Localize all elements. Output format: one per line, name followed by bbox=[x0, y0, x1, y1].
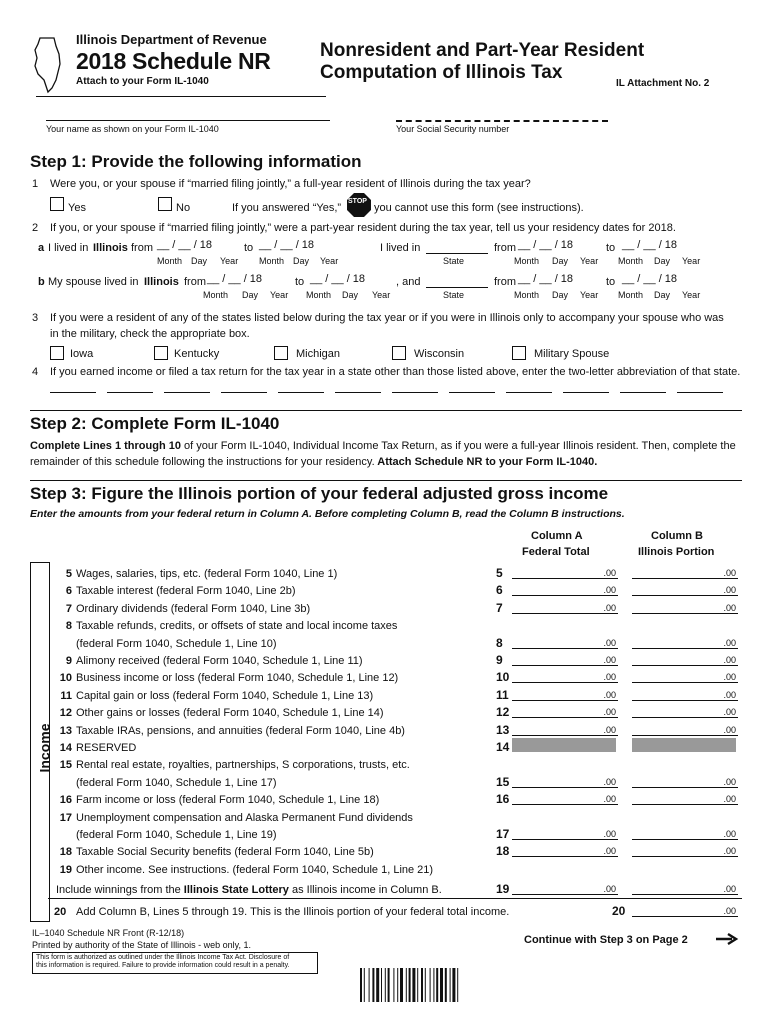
main-title-line1: Nonresident and Part-Year Resident bbox=[320, 40, 645, 61]
line-number: 13 bbox=[59, 724, 72, 737]
line19-ref: 19 bbox=[496, 882, 510, 896]
line-b-illinois: Illinois bbox=[144, 276, 179, 288]
q3-number: 3 bbox=[32, 312, 39, 324]
line-number: 7 bbox=[65, 602, 72, 615]
line-description: Business income or loss (federal Form 1040, Schedule 1, Line 12) bbox=[76, 672, 399, 685]
line-number: 5 bbox=[65, 568, 72, 580]
line-b-month2: Month bbox=[306, 290, 332, 300]
column-b-header: Column B bbox=[651, 530, 703, 542]
state-abbreviation-field[interactable] bbox=[620, 392, 666, 393]
line-12-col-b[interactable]: .00 bbox=[632, 703, 738, 718]
line-18-col-a[interactable]: .00 bbox=[512, 842, 618, 857]
line20-number: 20 bbox=[54, 906, 67, 918]
q2-number: 2 bbox=[32, 222, 39, 234]
footer-printed-by: Printed by authority of the State of Illinois - web only, 1. bbox=[32, 940, 251, 950]
line-11-col-b[interactable]: .00 bbox=[632, 686, 738, 701]
step2-title: Step 2: Complete Form IL-1040 bbox=[30, 414, 280, 433]
state-abbreviation-field[interactable] bbox=[506, 392, 552, 393]
line-description: (federal Form 1040, Schedule 1, Line 19) bbox=[76, 829, 277, 841]
line-description: RESERVED bbox=[76, 742, 137, 754]
line-b-month: Month bbox=[203, 290, 229, 300]
reserved-shaded-field bbox=[512, 738, 616, 752]
line-a-date-from[interactable]: __ / __ / 18 bbox=[157, 239, 213, 251]
line-ref: 12 bbox=[496, 705, 510, 720]
line-15-col-b[interactable]: .00 bbox=[632, 773, 738, 788]
state-abbreviation-field[interactable] bbox=[50, 392, 96, 393]
line-8-col-b[interactable]: .00 bbox=[632, 634, 738, 649]
line-6-col-a[interactable]: .00 bbox=[512, 581, 618, 596]
state-abbreviation-field[interactable] bbox=[164, 392, 210, 393]
line-a-state-input[interactable] bbox=[426, 253, 488, 254]
line-description: Alimony received (federal Form 1040, Schedule 1, Line 11) bbox=[76, 655, 363, 667]
line-a-day: Day bbox=[191, 256, 208, 266]
name-label: Your name as shown on your Form IL-1040 bbox=[46, 124, 219, 134]
line-16-col-b[interactable]: .00 bbox=[632, 790, 738, 805]
line-a-month3: Month bbox=[514, 256, 540, 266]
department-name: Illinois Department of Revenue bbox=[76, 32, 267, 47]
line-a-year2: Year bbox=[320, 256, 339, 266]
line-b-text: My spouse lived in bbox=[48, 276, 139, 288]
line-description: Capital gain or loss (federal Form 1040, Schedule 1, Line 13) bbox=[76, 689, 374, 702]
michigan-checkbox[interactable] bbox=[274, 346, 288, 360]
form-title: 2018 Schedule NR bbox=[76, 48, 271, 74]
line-description: Wages, salaries, tips, etc. (federal Form 1040, Line 1) bbox=[76, 568, 338, 580]
barcode-icon bbox=[360, 968, 498, 1002]
line-a-from2: from bbox=[494, 242, 516, 254]
line-number: 18 bbox=[59, 846, 72, 859]
line-ref: 10 bbox=[496, 670, 510, 685]
iowa-checkbox[interactable] bbox=[50, 346, 64, 360]
line-a-text: I lived in bbox=[48, 242, 89, 254]
line-15-col-a[interactable]: .00 bbox=[512, 773, 618, 788]
line-number: 11 bbox=[60, 689, 72, 702]
line-b-from2: from bbox=[494, 276, 516, 288]
line-10-col-a[interactable]: .00 bbox=[512, 668, 618, 683]
state-abbreviation-field[interactable] bbox=[278, 392, 324, 393]
ssn-input[interactable] bbox=[396, 120, 608, 122]
line-7-col-a[interactable]: .00 bbox=[512, 599, 618, 614]
attach-note: Attach to your Form IL-1040 bbox=[76, 76, 209, 87]
state-abbreviation-field[interactable] bbox=[392, 392, 438, 393]
line-a-from: from bbox=[131, 242, 153, 254]
line-a-state-date-from[interactable]: __ / __ / 18 bbox=[518, 239, 574, 251]
state-abbreviation-field[interactable] bbox=[449, 392, 495, 393]
line-b-year3: Year bbox=[580, 290, 599, 300]
line-description: Other income. See instructions. (federal Form 1040, Schedule 1, Line 21) bbox=[76, 863, 434, 876]
line-description: Taxable refunds, credits, or offsets of state and local income taxes bbox=[76, 620, 398, 633]
line-b-month4: Month bbox=[618, 290, 644, 300]
line-a-month4: Month bbox=[618, 256, 644, 266]
no-checkbox[interactable] bbox=[158, 197, 172, 211]
line-b-year: Year bbox=[270, 290, 289, 300]
line-b-to: to bbox=[295, 276, 305, 288]
q1-text: Were you, or your spouse if “married filing jointly,” a full-year resident of Illinois during the tax year? bbox=[50, 178, 531, 190]
line-b-day4: Day bbox=[654, 290, 671, 300]
line-a-state-label: State bbox=[443, 256, 465, 266]
step3-title: Step 3: Figure the Illinois portion of your federal adjusted gross income bbox=[30, 484, 609, 503]
yes-label: Yes bbox=[68, 202, 86, 214]
line-17-col-b[interactable]: .00 bbox=[632, 825, 738, 840]
line-b-state-date-from[interactable]: __ / __ / 18 bbox=[518, 273, 574, 285]
stop-text: STOP bbox=[348, 198, 367, 205]
line-description: Ordinary dividends (federal Form 1040, Line 3b) bbox=[76, 602, 311, 615]
state-abbreviation-field[interactable] bbox=[677, 392, 723, 393]
line-a-label: a bbox=[38, 242, 45, 254]
line-description: Other gains or losses (federal Form 1040, Schedule 1, Line 14) bbox=[76, 707, 384, 720]
line-a-month2: Month bbox=[259, 256, 285, 266]
line-ref: 14 bbox=[496, 740, 510, 754]
line-description: (federal Form 1040, Schedule 1, Line 10) bbox=[76, 637, 277, 650]
line-number: 17 bbox=[59, 811, 72, 824]
line-b-day: Day bbox=[242, 290, 259, 300]
line-description: Taxable interest (federal Form 1040, Line 2b) bbox=[76, 585, 296, 598]
q2-text: If you, or your spouse if “married filing jointly,” were a part-year resident during the tax year, tell us your residency dates for 2018. bbox=[50, 222, 676, 234]
line-ref: 18 bbox=[496, 844, 510, 859]
line-number: 6 bbox=[65, 585, 72, 598]
line-ref: 9 bbox=[496, 653, 503, 667]
column-b-subheader: Illinois Portion bbox=[638, 546, 715, 558]
line-b-state-date-to[interactable]: __ / __ / 18 bbox=[622, 273, 678, 285]
line-ref: 16 bbox=[496, 792, 510, 807]
line-a-day3: Day bbox=[552, 256, 569, 266]
michigan-label: Michigan bbox=[296, 348, 341, 360]
state-abbreviation-field[interactable] bbox=[335, 392, 381, 393]
stop-sign-icon bbox=[346, 192, 372, 218]
line-description: Taxable IRAs, pensions, and annuities (federal Form 1040, Line 4b) bbox=[76, 724, 405, 737]
line19-continued: Include winnings from the Illinois State Lottery as Illinois income in Column B. bbox=[56, 884, 442, 896]
line20-text: Add Column B, Lines 5 through 19. This is the Illinois portion of your federal total income. bbox=[76, 906, 510, 918]
military-spouse-label: Military Spouse bbox=[534, 348, 610, 360]
line-ref: 6 bbox=[496, 583, 503, 598]
line-10-col-b[interactable]: .00 bbox=[632, 668, 738, 683]
line-description: Farm income or loss (federal Form 1040, Schedule 1, Line 18) bbox=[76, 794, 380, 807]
q4-text: If you earned income or filed a tax return for the tax year in a state other than those listed above, enter the two-letter abbreviation of that state. bbox=[50, 366, 741, 378]
state-abbreviation-field[interactable] bbox=[107, 392, 153, 393]
line-number: 14 bbox=[59, 742, 72, 754]
line-a-state-date-to[interactable]: __ / __ / 18 bbox=[622, 239, 678, 251]
name-input[interactable] bbox=[46, 120, 330, 121]
line20-ref: 20 bbox=[612, 904, 626, 918]
line-b-and: , and bbox=[396, 276, 421, 288]
step3-subtitle: Enter the amounts from your federal return in Column A. Before completing Column B, read the Column B instructions. bbox=[30, 508, 625, 520]
line-number: 8 bbox=[65, 620, 72, 633]
cannot-use-text: you cannot use this form (see instructions). bbox=[374, 202, 584, 214]
line-13-col-b[interactable]: .00 bbox=[632, 721, 738, 736]
line-number: 16 bbox=[59, 794, 72, 807]
line-a-date-to[interactable]: __ / __ / 18 bbox=[259, 239, 315, 251]
line-b-date-from[interactable]: __ / __ / 18 bbox=[207, 273, 263, 285]
line-11-col-a[interactable]: .00 bbox=[512, 686, 618, 701]
line-8-col-a[interactable]: .00 bbox=[512, 634, 618, 649]
line-a-day4: Day bbox=[654, 256, 671, 266]
line-ref: 7 bbox=[496, 600, 503, 615]
line-5-col-b[interactable]: .00 bbox=[632, 564, 738, 579]
line-17-col-a[interactable]: .00 bbox=[512, 825, 618, 840]
reserved-shaded-field bbox=[632, 738, 736, 752]
line-ref: 5 bbox=[496, 566, 503, 580]
continue-text: Continue with Step 3 on Page 2 bbox=[524, 934, 688, 946]
line-5-col-a[interactable]: .00 bbox=[512, 564, 618, 579]
line-b-day3: Day bbox=[552, 290, 569, 300]
wisconsin-checkbox[interactable] bbox=[392, 346, 406, 360]
line-number: 12 bbox=[59, 707, 72, 720]
line-a-to2: to bbox=[606, 242, 616, 254]
line-16-col-a[interactable]: .00 bbox=[512, 790, 618, 805]
wisconsin-label: Wisconsin bbox=[414, 348, 465, 360]
line20-col-b[interactable]: .00 bbox=[632, 902, 738, 917]
line-b-day2: Day bbox=[342, 290, 359, 300]
line-13-col-a[interactable]: .00 bbox=[512, 721, 618, 736]
iowa-label: Iowa bbox=[70, 348, 94, 360]
footer-form-id: IL–1040 Schedule NR Front (R-12/18) bbox=[32, 928, 185, 938]
line-ref: 8 bbox=[496, 635, 503, 650]
state-abbreviation-field[interactable] bbox=[563, 392, 609, 393]
line-b-month3: Month bbox=[514, 290, 540, 300]
line-a-to: to bbox=[244, 242, 254, 254]
state-abbreviation-field[interactable] bbox=[221, 392, 267, 393]
column-a-header: Column A bbox=[531, 530, 583, 542]
line19-col-b[interactable]: .00 bbox=[632, 880, 738, 895]
line-a-day2: Day bbox=[293, 256, 310, 266]
q4-number: 4 bbox=[32, 366, 39, 378]
line-b-state-label: State bbox=[443, 290, 465, 300]
step1-title: Step 1: Provide the following information bbox=[30, 152, 362, 171]
line-number: 15 bbox=[59, 759, 72, 772]
main-title-line2: Computation of Illinois Tax bbox=[320, 62, 563, 83]
q1-number: 1 bbox=[32, 178, 39, 190]
line-9-col-a[interactable]: .00 bbox=[512, 651, 618, 666]
line-description: Unemployment compensation and Alaska Permanent Fund dividends bbox=[76, 811, 413, 824]
line-12-col-a[interactable]: .00 bbox=[512, 703, 618, 718]
step2-text: Complete Lines 1 through 10 of your Form IL-1040, Individual Income Tax Return, as if you were a full-year Illinois resident. Then, complete the remainder of this schedule following the instructions for your residency. Attach Schedule NR to your Form IL-1040. bbox=[30, 440, 736, 468]
line-a-year4: Year bbox=[682, 256, 701, 266]
line-b-to2: to bbox=[606, 276, 616, 288]
line-ref: 15 bbox=[496, 774, 510, 789]
kentucky-checkbox[interactable] bbox=[154, 346, 168, 360]
income-side-label: Income bbox=[36, 723, 53, 773]
military-spouse-checkbox[interactable] bbox=[512, 346, 526, 360]
line-b-from: from bbox=[184, 276, 206, 288]
attachment-number: IL Attachment No. 2 bbox=[616, 78, 710, 89]
line-a-year: Year bbox=[220, 256, 239, 266]
authorization-box: This form is authorized as outlined under the Illinois Income Tax Act. Disclosure of this information is required. Failure to provide information could result in a penalty. bbox=[32, 952, 318, 974]
illinois-state-outline-icon bbox=[32, 36, 64, 94]
line-b-year4: Year bbox=[682, 290, 701, 300]
line-description: (federal Form 1040, Schedule 1, Line 17) bbox=[76, 776, 277, 789]
line-a-month: Month bbox=[157, 256, 183, 266]
ssn-label: Your Social Security number bbox=[396, 124, 510, 134]
line-number: 19 bbox=[59, 863, 72, 876]
arrow-right-icon bbox=[716, 932, 740, 946]
line-b-date-to[interactable]: __ / __ / 18 bbox=[310, 273, 366, 285]
no-label: No bbox=[176, 202, 191, 214]
line-b-label: b bbox=[38, 276, 45, 288]
line-b-state-input[interactable] bbox=[426, 287, 488, 288]
q3-text: If you were a resident of any of the states listed below during the tax year or if you were in Illinois only to accompany your spouse who was in the military, check the appropriate box. bbox=[50, 312, 724, 340]
line-description: Taxable Social Security benefits (federal Form 1040, Line 5b) bbox=[76, 846, 374, 859]
line-number: 10 bbox=[59, 672, 72, 685]
line-7-col-b[interactable]: .00 bbox=[632, 599, 738, 614]
line-ref: 11 bbox=[496, 687, 509, 702]
if-yes-text: If you answered “Yes,” bbox=[232, 202, 342, 214]
column-a-subheader: Federal Total bbox=[522, 546, 590, 558]
yes-checkbox[interactable] bbox=[50, 197, 64, 211]
line-6-col-b[interactable]: .00 bbox=[632, 581, 738, 596]
line-ref: 13 bbox=[496, 722, 510, 737]
line-9-col-b[interactable]: .00 bbox=[632, 651, 738, 666]
line-b-year2: Year bbox=[372, 290, 391, 300]
line-18-col-b[interactable]: .00 bbox=[632, 842, 738, 857]
line19-col-a[interactable]: .00 bbox=[512, 880, 618, 895]
line-number: 9 bbox=[65, 655, 72, 667]
kentucky-label: Kentucky bbox=[174, 348, 220, 360]
line-a-lived-in: I lived in bbox=[380, 242, 421, 254]
line-ref: 17 bbox=[496, 827, 510, 841]
line-description: Rental real estate, royalties, partnerships, S corporations, trusts, etc. bbox=[76, 759, 410, 772]
line-a-year3: Year bbox=[580, 256, 599, 266]
line-a-illinois: Illinois bbox=[93, 242, 128, 254]
